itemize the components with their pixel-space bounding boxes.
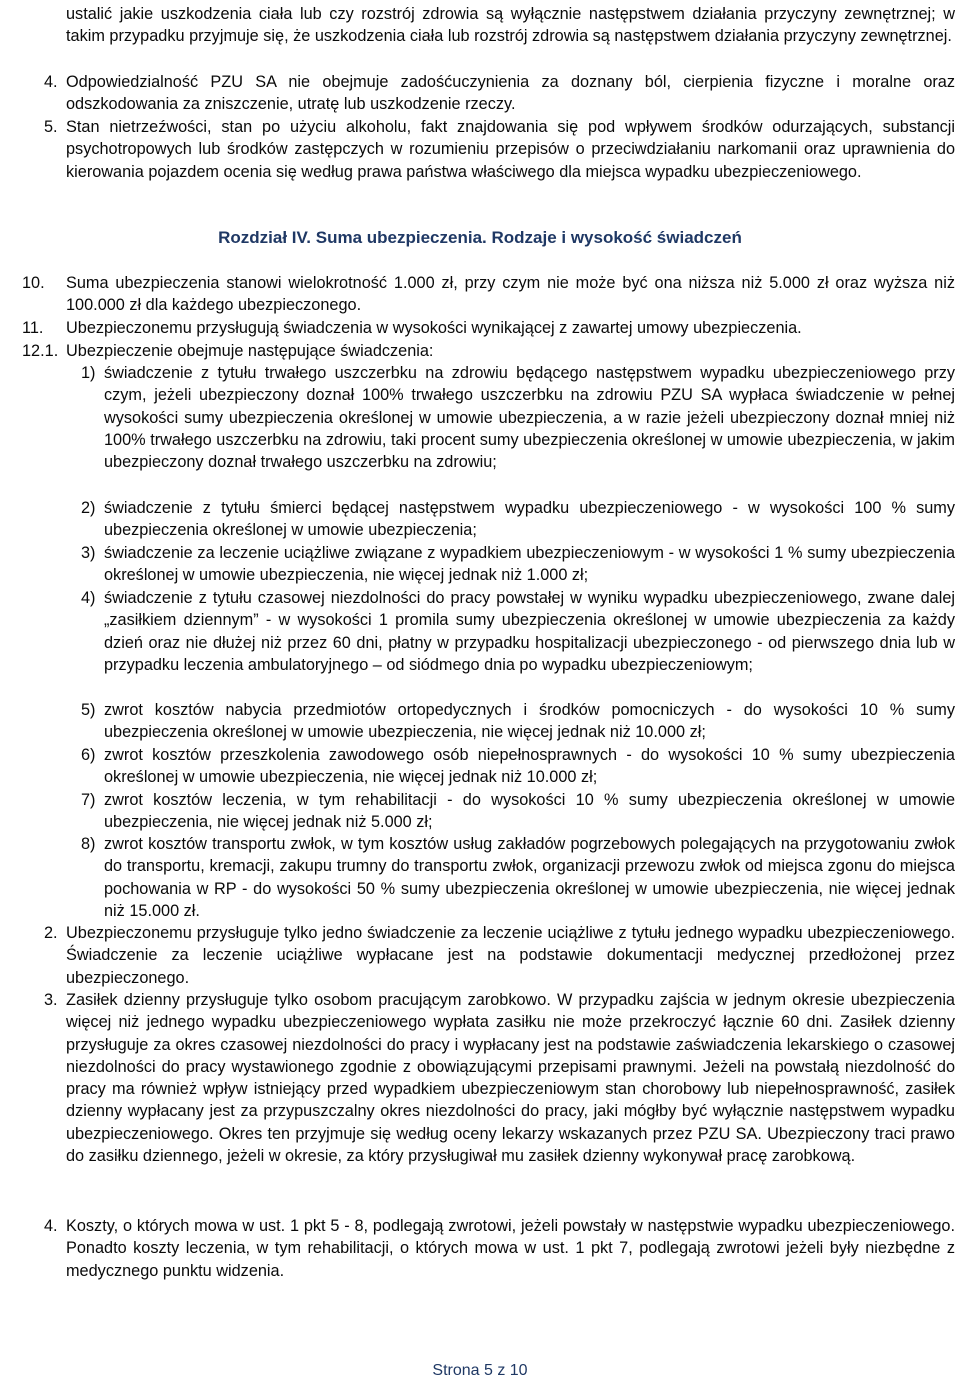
subsection-text: Ubezpieczonemu przysługuje tylko jedno świadczenie za leczenie uciążliwe z tytułu jednego wypadku ubezpieczeniowego. Świadczenie za leczenie uciążliwe wypłacane jest na podstawie dokumentacji medycznej przedłożonej przez ubezpieczonego. (66, 924, 955, 987)
subsection-number: 3. (44, 991, 58, 1009)
paragraph-number: 4. (44, 73, 58, 91)
list-item-number: 2) (81, 499, 96, 517)
list-item-text: zwrot kosztów nabycia przedmiotów ortopedycznych i środków pomocniczych - do wysokości 10 % sumy ubezpieczenia określonej w umowie ubezpieczenia, nie więcej jednak niż 10.000 zł; (104, 701, 955, 742)
paragraph-4-text: Odpowiedzialność PZU SA nie obejmuje zadośćuczynienia za doznany ból, cierpienia fizyczne i moralne oraz odszkodowania za zniszczenie, utratę lub uszkodzenie rzeczy. (66, 73, 955, 114)
list-item-text: świadczenie z tytułu trwałego uszczerbku na zdrowiu będącego następstwem wypadku ubezpieczeniowego przy czym, jeżeli ubezpieczony doznał 100% trwałego uszczerbku na zdrowiu PZU SA wypłaca świadczenie w pełnej wysokości sumy ubezpieczenia określonej w umowie ubezpieczenia, a w razie jeżeli ubezpieczony doznał mniej niż 100% trwałego uszczerbku na zdrowiu, taki procent sumy ubezpieczenia określonej w umowie ubezpieczenia, w jakim ubezpieczony doznał trwałego uszczerbku na zdrowiu; (104, 364, 955, 472)
section-10-text: Suma ubezpieczenia stanowi wielokrotność 1.000 zł, przy czym nie może być ona niższa niż 5.000 zł oraz wyższa niż 100.000 zł dla każdego ubezpieczonego. (66, 274, 955, 315)
list-item-number: 1) (81, 364, 96, 382)
subsection-number: 2. (44, 924, 58, 942)
section-number: 12.1. (22, 342, 59, 360)
list-item-text: zwrot kosztów leczenia, w tym rehabilitacji - do wysokości 10 % sumy ubezpieczenia określonej w umowie ubezpieczenia, nie więcej jednak niż 5.000 zł; (104, 791, 955, 832)
subsection-text: Zasiłek dzienny przysługuje tylko osobom pracującym zarobkowo. W przypadku zajścia w jednym okresie ubezpieczenia więcej niż jednego wypadku ubezpieczeniowego wypłata zasiłku nie może przekroczyć łącznie 60 dni. Zasiłek dzienny przysługuje za okres czasowej niezdolności do pracy i wypłacany jest na podstawie zaświadczenia lekarskiego o czasowej niezdolności do pracy wystawionego zgodnie z obowiązującymi przepisami prawnymi. Jeżeli na powstałą niezdolność do pracy ma również wpływ istniejący przed wypadkiem ubezpieczeniowym stan chorobowy lub niepełnosprawność, zasiłek dzienny wypłacany jest za przypuszczalny okres niezdolności do pracy, jaki mógłby być wyłącznie następstwem wypadku ubezpieczeniowego. Okres ten przyjmuje się według oceny lekarzy wskazanych przez PZU SA. Ubezpieczony traci prawo do zasiłku dziennego, jeżeli w okresie, za który przysługiwał mu zasiłek dzienny wykonywał pracę zarobkową. (66, 991, 955, 1166)
paragraph-3-continuation: ustalić jakie uszkodzenia ciała lub czy rozstrój zdrowia są wyłącznie następstwem działania przyczyny zewnętrznej; w takim przypadku przyjmuje się, że uszkodzenia ciała lub rozstrój zdrowia są następstwem działania przyczyny zewnętrznej. (66, 5, 955, 46)
chapter-heading: Rozdział IV. Suma ubezpieczenia. Rodzaje i wysokość świadczeń (218, 228, 742, 247)
list-item-number: 4) (81, 589, 96, 607)
list-item-text: świadczenie z tytułu czasowej niezdolności do pracy powstałej w wyniku wypadku ubezpieczeniowego, zwane dalej „zasiłkiem dziennym” - w wysokości 1 promila sumy ubezpieczenia określonej w umowie ubezpieczenia za każdy dzień oraz nie dłużej niż przez 60 dni, płatny w przypadku hospitalizacji ubezpieczonego - od pierwszego dnia lub w przypadku leczenia ambulatoryjnego – od siódmego dnia po wypadku ubezpieczeniowym; (104, 589, 955, 674)
list-item-number: 8) (81, 835, 96, 853)
paragraph-number: 5. (44, 118, 58, 136)
list-item-text: zwrot kosztów przeszkolenia zawodowego osób niepełnosprawnych - do wysokości 10 % sumy ubezpieczenia określonej w umowie ubezpieczenia, nie więcej jednak niż 10.000 zł; (104, 746, 955, 787)
section-number: 11. (22, 319, 44, 337)
subsection-text: Koszty, o których mowa w ust. 1 pkt 5 - 8, podlegają zwrotowi, jeżeli powstały w następstwie wypadku ubezpieczeniowego. Ponadto koszty leczenia, w tym rehabilitacji, o których mowa w ust. 1 pkt 7, podlegają zwrotowi jeżeli były niezbędne z medycznego punktu widzenia. (66, 1217, 955, 1280)
list-item-number: 5) (81, 701, 96, 719)
section-number: 10. (22, 274, 45, 292)
section-12-text: Ubezpieczenie obejmuje następujące świadczenia: (66, 342, 434, 360)
paragraph-5-text: Stan nietrzeźwości, stan po użyciu alkoholu, fakt znajdowania się pod wpływem środków odurzających, substancji psychotropowych lub środków zastępczych w rozumieniu przepisów o przeciwdziałaniu narkomanii oraz uprawnienia do kierowania pojazdem ocenia się według prawa państwa właściwego dla miejsca wypadku ubezpieczeniowego. (66, 118, 955, 181)
list-item-number: 3) (81, 544, 96, 562)
list-item-text: świadczenie za leczenie uciążliwe związane z wypadkiem ubezpieczeniowym - w wysokości 1 % sumy ubezpieczenia określonej w umowie ubezpieczenia, nie więcej jednak niż 1.000 zł; (104, 544, 955, 585)
subsection-number: 4. (44, 1217, 58, 1235)
list-item-text: zwrot kosztów transportu zwłok, w tym kosztów usług zakładów pogrzebowych polegających na przygotowaniu zwłok do transportu, kremacji, zakupu trumny do transportu zwłok, organizacji przewozu zwłok od miejsca zgonu do miejsca pochowania w RP - do wysokości 50 % sumy ubezpieczenia określonej w umowie ubezpieczenia, nie więcej jednak niż 15.000 zł. (104, 835, 955, 920)
list-item-number: 7) (81, 791, 96, 809)
list-item-number: 6) (81, 746, 96, 764)
section-11-text: Ubezpieczonemu przysługują świadczenia w wysokości wynikającej z zawartej umowy ubezpieczenia. (66, 319, 802, 337)
list-item-text: świadczenie z tytułu śmierci będącej następstwem wypadku ubezpieczeniowego - w wysokości 100 % sumy ubezpieczenia określonej w umowie ubezpieczenia; (104, 499, 955, 540)
page-footer: Strona 5 z 10 (432, 1362, 528, 1379)
